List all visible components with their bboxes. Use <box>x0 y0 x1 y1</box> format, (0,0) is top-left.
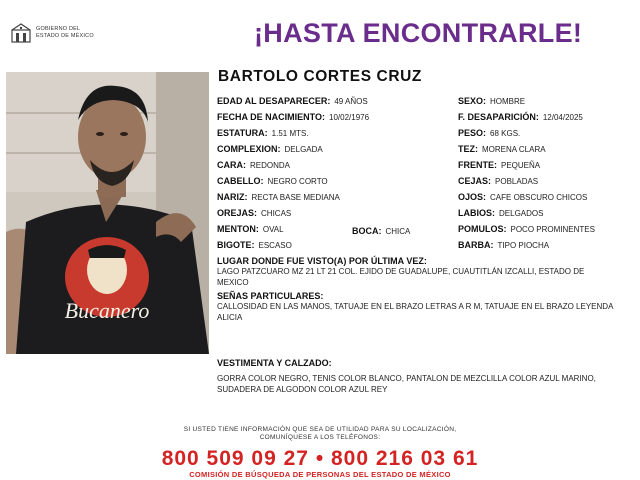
field-edad: EDAD AL DESAPARECER: 49 AÑOS <box>217 96 368 106</box>
marks-label: SEÑAS PARTICULARES: <box>217 291 324 301</box>
field-estatura: ESTATURA: 1.51 MTS. <box>217 128 309 138</box>
comision-name: COMISIÓN DE BÚSQUEDA DE PERSONAS DEL ESTADO DE MÉXICO <box>189 470 451 479</box>
field-frente: FRENTE: PEQUEÑA <box>458 160 541 170</box>
field-bigote: BIGOTE: ESCASO <box>217 240 292 250</box>
field-boca: BOCA: CHICA <box>352 226 411 236</box>
field-nariz: NARIZ: RECTA BASE MEDIANA <box>217 192 340 202</box>
shirt-text: Bucanero <box>64 298 150 323</box>
person-name: BARTOLO CORTES CRUZ <box>218 68 422 85</box>
logo-text: GOBIERNO DEL ESTADO DE MÉXICO <box>36 26 94 39</box>
field-fecha-desaparicion: F. DESAPARICIÓN: 12/04/2025 <box>458 112 583 122</box>
field-cabello: CABELLO: NEGRO CORTO <box>217 176 328 186</box>
field-fecha-nacimiento: FECHA DE NACIMIENTO: 10/02/1976 <box>217 112 370 122</box>
person-photo-illustration <box>6 72 209 354</box>
marks-text: CALLOSIDAD EN LAS MANOS, TATUAJE EN EL BRAZO LETRAS A R M, TATUAJE EN EL BRAZO LEYENDA ALICIA <box>217 302 613 322</box>
person-photo <box>6 72 209 354</box>
field-tez: TEZ: MORENA CLARA <box>458 144 546 154</box>
field-labios: LABIOS: DELGADOS <box>458 208 544 218</box>
field-sexo: SEXO: HOMBRE <box>458 96 526 106</box>
headline: ¡HASTA ENCONTRARLE! <box>254 18 583 48</box>
clothing-label: VESTIMENTA Y CALZADO: <box>217 358 332 368</box>
phone-numbers: 800 509 09 27 • 800 216 03 61 <box>161 447 479 470</box>
field-pomulos: POMULOS: POCO PROMINENTES <box>458 224 595 234</box>
state-emblem-icon <box>10 22 32 44</box>
clothing-text: GORRA COLOR NEGRO, TENIS COLOR BLANCO, PANTALON DE MEZCLILLA COLOR AZUL MARINO, SUDADERA DE ALGODON COLOR AZUL REY <box>217 374 596 394</box>
field-orejas: OREJAS: CHICAS <box>217 208 292 218</box>
field-cara: CARA: REDONDA <box>217 160 291 170</box>
field-ojos: OJOS: CAFE OBSCURO CHICOS <box>458 192 588 202</box>
field-cejas: CEJAS: POBLADAS <box>458 176 539 186</box>
footer-note: SI USTED TIENE INFORMACIÓN QUE SEA DE UTILIDAD PARA SU LOCALIZACIÓN, COMUNÍQUESE A LOS TELÉFONOS: <box>183 426 457 441</box>
last-seen-text: LAGO PATZCUARO MZ 21 LT 21 COL. EJIDO DE GUADALUPE, CUAUTITLÁN IZCALLI, ESTADO DE MEXICO <box>217 267 585 287</box>
field-peso: PESO: 68 KGS. <box>458 128 521 138</box>
field-complexion: COMPLEXION: DELGADA <box>217 144 323 154</box>
government-logo <box>10 22 120 48</box>
last-seen-label: LUGAR DONDE FUE VISTO(A) POR ÚLTIMA VEZ: <box>217 256 427 266</box>
field-barba: BARBA: TIPO PIOCHA <box>458 240 550 250</box>
field-menton: MENTON: OVAL <box>217 224 284 234</box>
